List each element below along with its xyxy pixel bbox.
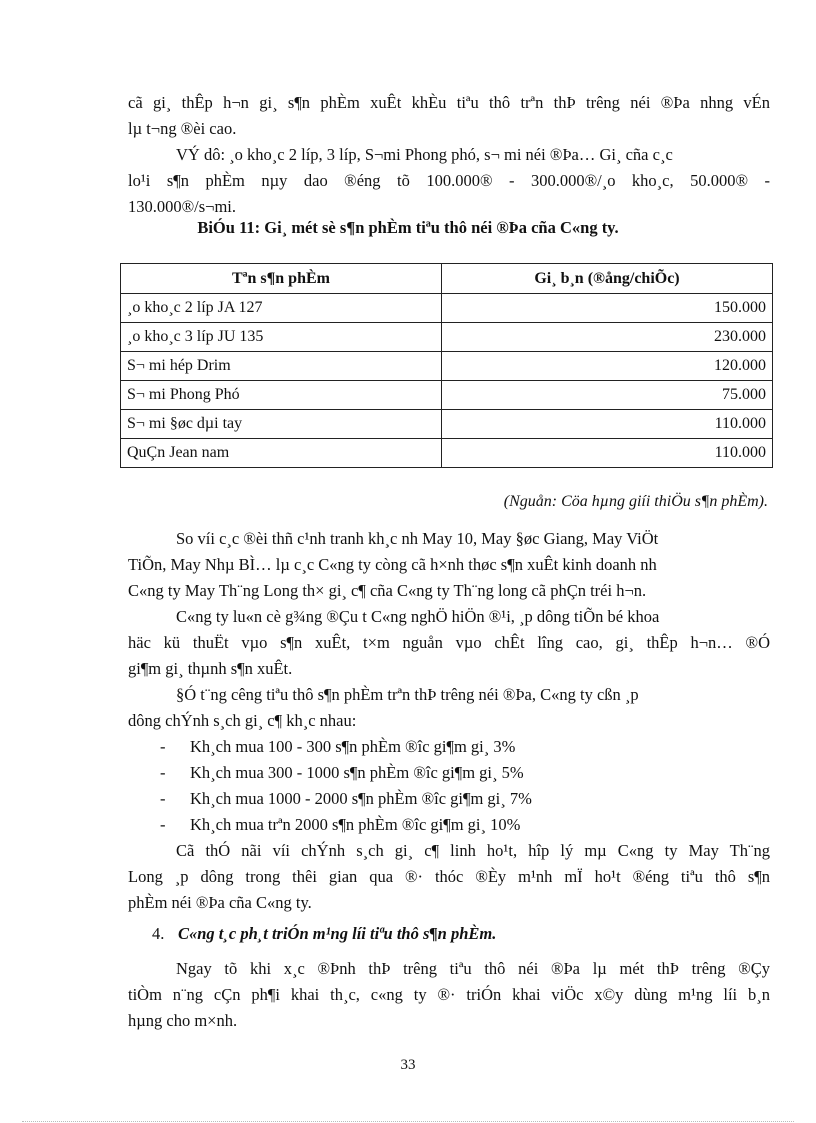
paragraph-line: 130.000®/s¬mi. — [128, 197, 237, 216]
paragraph-line: lµ t¬ng ®èi cao. — [128, 119, 237, 138]
column-header-product: Tªn s¶n phÈm — [121, 264, 442, 294]
product-name-cell: S¬ mi hép Drim — [121, 352, 442, 381]
section-title: C«ng t¸c ph¸t triÓn m¹ng líi tiªu thô s¶n phÈm. — [178, 924, 497, 943]
paragraph-line: cã gi¸ thÊp h¬n gi¸ s¶n phÈm xuÊt khÈu tiªu thô trªn thÞ trêng néi ®Þa nhng vÉn — [128, 93, 770, 112]
list-item-text: Kh¸ch mua 1000 - 2000 s¶n phÈm ®îc gi¶m gi¸ 7% — [190, 789, 532, 808]
price-cell: 230.000 — [442, 323, 773, 352]
list-item-text: Kh¸ch mua trªn 2000 s¶n phÈm ®îc gi¶m gi¸ 10% — [190, 815, 521, 834]
list-bullet: - — [160, 763, 166, 782]
paragraph-line: dông chÝnh s¸ch gi¸ c¶ kh¸c nhau: — [128, 711, 357, 730]
table-row — [121, 439, 773, 468]
paragraph-line: So víi c¸c ®èi thñ c¹nh tranh kh¸c nh May 10, May §øc Giang, May ViÖt — [176, 529, 659, 548]
table-row — [121, 381, 773, 410]
list-item-text: Kh¸ch mua 100 - 300 s¶n phÈm ®îc gi¶m gi¸ 3% — [190, 737, 516, 756]
paragraph-line: häc kü thuËt vµo s¶n xuÊt, t×m nguån vµo chÊt lîng cao, gi¸ thÊp h¬n… ®Ó — [128, 633, 770, 652]
product-name-cell: QuÇn Jean nam — [121, 439, 442, 468]
list-item — [160, 760, 524, 786]
page-bottom-divider — [22, 1121, 794, 1122]
paragraph-line: Long ¸p dông trong thêi gian qua ®· thóc ®Èy m¹nh mÏ ho¹t ®éng tiªu thô s¶n — [128, 867, 770, 886]
table-row — [121, 410, 773, 439]
list-bullet: - — [160, 815, 166, 834]
price-cell: 75.000 — [442, 381, 773, 410]
table-row — [121, 323, 773, 352]
list-item — [160, 734, 515, 760]
price-cell: 110.000 — [442, 410, 773, 439]
paragraph-line: lo¹i s¶n phÈm nµy dao ®éng tõ 100.000® - 300.000®/¸o kho¸c, 50.000® - — [128, 171, 770, 190]
price-cell: 150.000 — [442, 294, 773, 323]
list-item-text: Kh¸ch mua 300 - 1000 s¶n phÈm ®îc gi¶m gi¸ 5% — [190, 763, 524, 782]
list-item — [160, 812, 520, 838]
paragraph-line: Ngay tõ khi x¸c ®Þnh thÞ trêng tiªu thô néi ®Þa lµ mét thÞ trêng ®Çy — [176, 959, 770, 978]
paragraph-line: Cã thÓ nãi víi chÝnh s¸ch gi¸ c¶ linh ho¹t, hîp lý mµ C«ng ty May Th¨ng — [176, 841, 770, 860]
paragraph-line: tiÒm n¨ng cÇn ph¶i khai th¸c, c«ng ty ®· triÓn khai viÖc x©y dùng m¹ng líi b¸n — [128, 985, 770, 1004]
list-bullet: - — [160, 789, 166, 808]
product-name-cell: ¸o kho¸c 3 líp JU 135 — [121, 323, 442, 352]
paragraph-line: C«ng ty May Th¨ng Long th× gi¸ c¶ cña C«ng ty Th¨ng long cã phÇn tréi h¬n. — [128, 581, 647, 600]
column-header-price: Gi¸ b¸n (®ång/chiÕc) — [442, 264, 773, 294]
table-source-note: (Nguån: Cöa hµng giíi thiÖu s¶n phÈm). — [503, 493, 768, 510]
paragraph-line: VÝ dô: ¸o kho¸c 2 líp, 3 líp, S¬mi Phong phó, s¬ mi néi ®Þa… Gi¸ cña c¸c — [176, 145, 673, 164]
paragraph-line: TiÕn, May Nhµ BÌ… lµ c¸c C«ng ty còng cã h×nh thøc s¶n xuÊt kinh doanh nh — [128, 555, 657, 574]
paragraph-line: phÈm néi ®Þa cña C«ng ty. — [128, 893, 312, 912]
product-name-cell: S¬ mi Phong Phó — [121, 381, 442, 410]
table-row — [121, 294, 773, 323]
paragraph-line: C«ng ty lu«n cè g¾ng ®Çu t C«ng nghÖ hiÖn ®¹i, ¸p dông tiÕn bé khoa — [176, 607, 660, 626]
price-cell: 110.000 — [442, 439, 773, 468]
paragraph-line: gi¶m gi¸ thµnh s¶n xuÊt. — [128, 659, 293, 678]
product-name-cell: S¬ mi §øc dµi tay — [121, 410, 442, 439]
section-heading — [152, 924, 496, 944]
price-table — [120, 263, 773, 468]
paragraph-line: §Ó t¨ng cêng tiªu thô s¶n phÈm trªn thÞ trêng néi ®Þa, C«ng ty cßn ¸p — [176, 685, 639, 704]
list-item — [160, 786, 532, 812]
page-number: 33 — [400, 1057, 416, 1073]
price-cell: 120.000 — [442, 352, 773, 381]
table-caption: BiÓu 11: Gi¸ mét sè s¶n phÈm tiªu thô néi ®Þa cña C«ng ty. — [197, 218, 619, 237]
list-bullet: - — [160, 737, 166, 756]
paragraph-line: hµng cho m×nh. — [128, 1011, 238, 1030]
table-row — [121, 352, 773, 381]
section-number: 4. — [152, 924, 165, 943]
product-name-cell: ¸o kho¸c 2 líp JA 127 — [121, 294, 442, 323]
table-header-row — [121, 264, 773, 294]
